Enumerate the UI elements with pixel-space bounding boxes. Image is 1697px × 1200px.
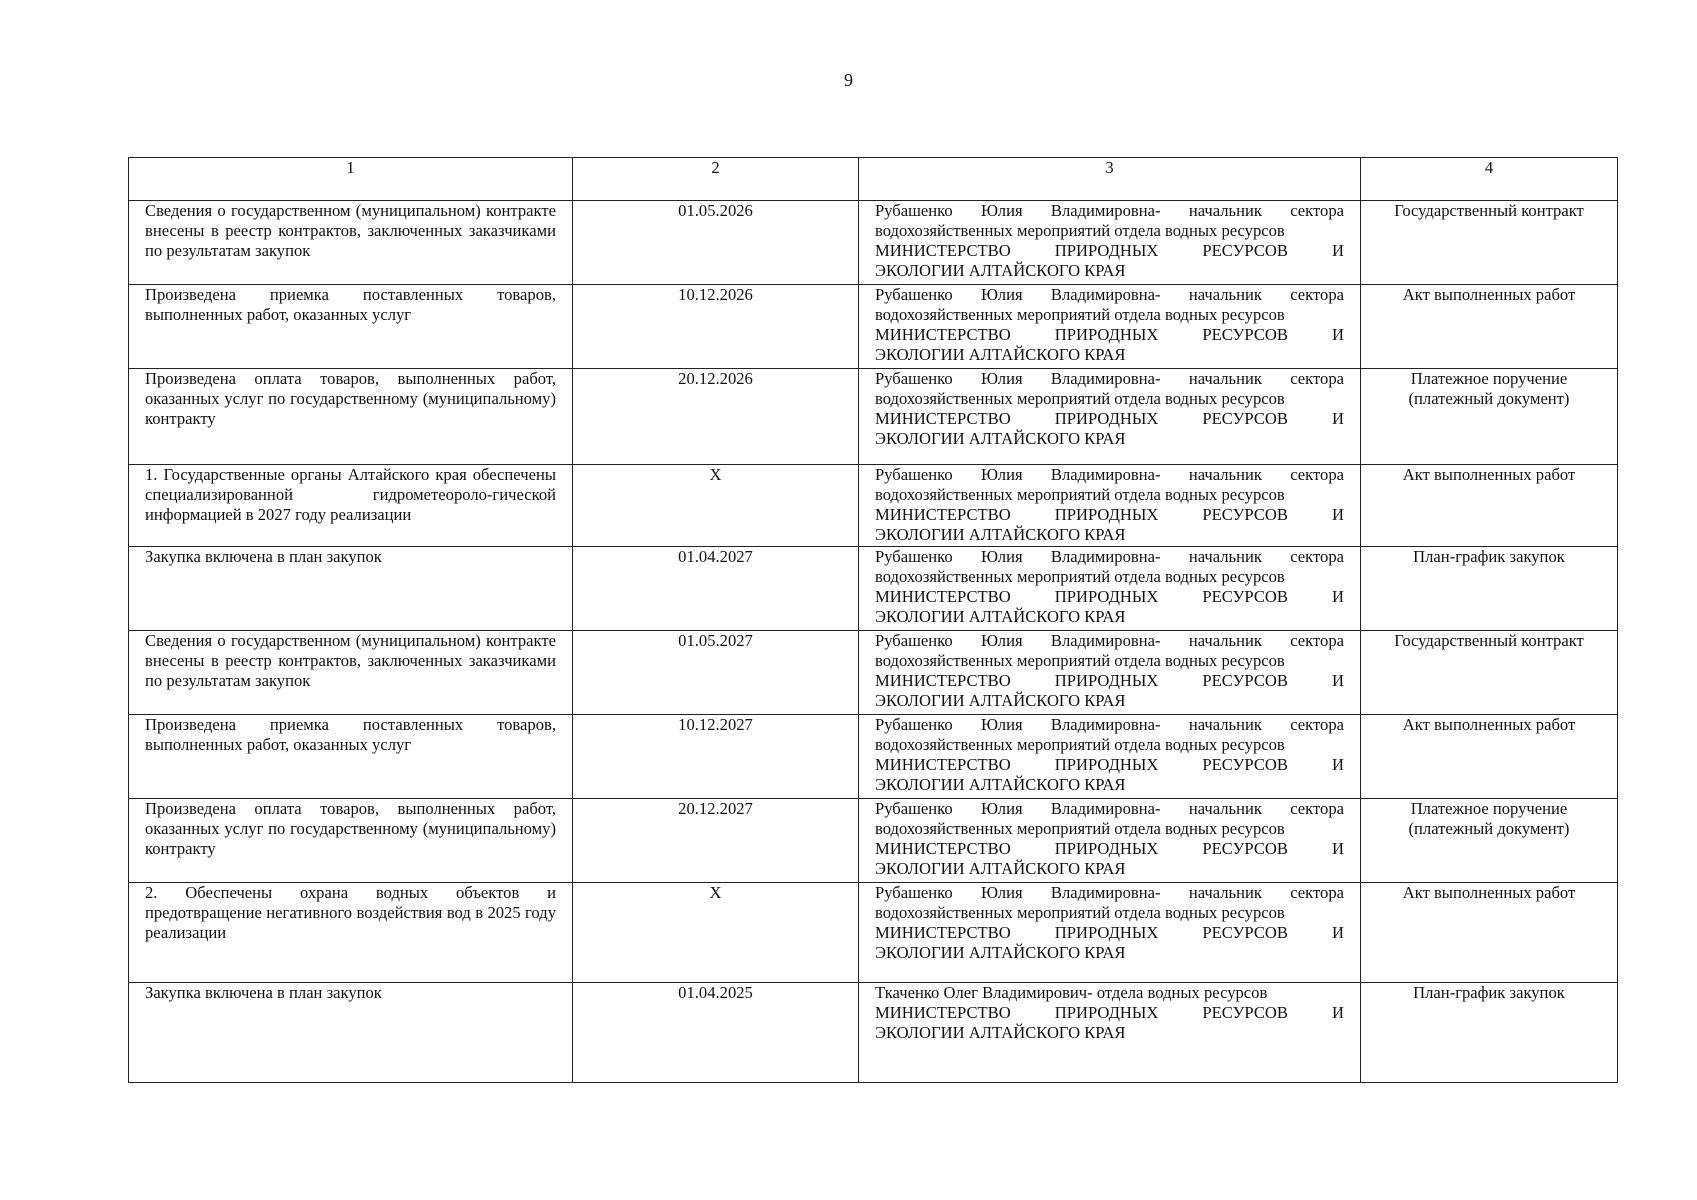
table-row — [129, 983, 1618, 1083]
date-cell: 01.04.2027 — [573, 547, 859, 631]
document-cell: Платежное поручение (платежный документ) — [1361, 369, 1618, 465]
page-number: 9 — [844, 70, 853, 90]
responsible-dept-line: водохозяйственных мероприятий отдела водных ресурсов — [875, 903, 1285, 922]
document-cell: Государственный контракт — [1361, 631, 1618, 715]
table-row — [129, 369, 1618, 465]
responsible-name-line: Ткаченко Олег Владимирович- отдела водных ресурсов — [875, 983, 1268, 1002]
table-row — [129, 631, 1618, 715]
responsible-cell — [859, 799, 1361, 883]
header-cell-1: 1 — [129, 158, 573, 201]
table-row — [129, 201, 1618, 285]
event-cell: Закупка включена в план закупок — [129, 547, 573, 631]
header-cell-4: 4 — [1361, 158, 1618, 201]
responsible-name-line: Рубашенко Юлия Владимировна- начальник сектора — [875, 465, 1344, 484]
event-cell: Закупка включена в план закупок — [129, 983, 573, 1083]
responsible-dept-line: водохозяйственных мероприятий отдела водных ресурсов — [875, 389, 1285, 408]
header-cell-3: 3 — [859, 158, 1361, 201]
event-cell: 2. Обеспечены охрана водных объектов и предотвращение негативного воздействия вод в 2025 году реализации — [129, 883, 573, 983]
responsible-cell — [859, 715, 1361, 799]
ministry-line-2: ЭКОЛОГИИ АЛТАЙСКОГО КРАЯ — [875, 775, 1126, 794]
responsible-cell — [859, 369, 1361, 465]
event-cell: Произведена приемка поставленных товаров, выполненных работ, оказанных услуг — [129, 285, 573, 369]
table-header-row — [129, 158, 1618, 201]
responsible-name-line: Рубашенко Юлия Владимировна- начальник сектора — [875, 369, 1344, 388]
header-cell-2: 2 — [573, 158, 859, 201]
table-row — [129, 799, 1618, 883]
date-cell: 20.12.2027 — [573, 799, 859, 883]
responsible-name-line: Рубашенко Юлия Владимировна- начальник сектора — [875, 547, 1344, 566]
ministry-line-2: ЭКОЛОГИИ АЛТАЙСКОГО КРАЯ — [875, 261, 1126, 280]
responsible-cell — [859, 547, 1361, 631]
event-cell: Сведения о государственном (муниципальном) контракте внесены в реестр контрактов, заключенных заказчиками по результатам закупок — [129, 201, 573, 285]
ministry-line: МИНИСТЕРСТВО ПРИРОДНЫХ РЕСУРСОВ И — [875, 409, 1344, 428]
responsible-dept-line: водохозяйственных мероприятий отдела водных ресурсов — [875, 651, 1285, 670]
date-cell: Х — [573, 883, 859, 983]
ministry-line-2: ЭКОЛОГИИ АЛТАЙСКОГО КРАЯ — [875, 943, 1126, 962]
ministry-line-2: ЭКОЛОГИИ АЛТАЙСКОГО КРАЯ — [875, 525, 1126, 544]
ministry-line: МИНИСТЕРСТВО ПРИРОДНЫХ РЕСУРСОВ И — [875, 839, 1344, 858]
responsible-cell — [859, 983, 1361, 1083]
date-cell: 01.04.2025 — [573, 983, 859, 1083]
date-cell: 01.05.2027 — [573, 631, 859, 715]
responsible-name-line: Рубашенко Юлия Владимировна- начальник сектора — [875, 285, 1344, 304]
responsible-cell — [859, 465, 1361, 547]
document-cell: Акт выполненных работ — [1361, 285, 1618, 369]
date-cell: 01.05.2026 — [573, 201, 859, 285]
table-row — [129, 285, 1618, 369]
date-cell: 20.12.2026 — [573, 369, 859, 465]
responsible-dept-line: водохозяйственных мероприятий отдела водных ресурсов — [875, 819, 1285, 838]
event-cell: Произведена оплата товаров, выполненных работ, оказанных услуг по государственному (муниципальному) контракту — [129, 369, 573, 465]
ministry-line-2: ЭКОЛОГИИ АЛТАЙСКОГО КРАЯ — [875, 345, 1126, 364]
document-cell: Акт выполненных работ — [1361, 465, 1618, 547]
plan-table — [128, 157, 1618, 1083]
event-cell: Произведена оплата товаров, выполненных работ, оказанных услуг по государственному (муниципальному) контракту — [129, 799, 573, 883]
responsible-name-line: Рубашенко Юлия Владимировна- начальник сектора — [875, 631, 1344, 650]
event-cell: 1. Государственные органы Алтайского края обеспечены специализированной гидрометеороло-гической информацией в 2027 году реализации — [129, 465, 573, 547]
document-cell: Акт выполненных работ — [1361, 715, 1618, 799]
ministry-line: МИНИСТЕРСТВО ПРИРОДНЫХ РЕСУРСОВ И — [875, 241, 1344, 260]
responsible-cell — [859, 201, 1361, 285]
table-row — [129, 465, 1618, 547]
responsible-name-line: Рубашенко Юлия Владимировна- начальник сектора — [875, 715, 1344, 734]
ministry-line-2: ЭКОЛОГИИ АЛТАЙСКОГО КРАЯ — [875, 429, 1126, 448]
responsible-cell — [859, 631, 1361, 715]
date-cell: Х — [573, 465, 859, 547]
table-row — [129, 883, 1618, 983]
ministry-line-2: ЭКОЛОГИИ АЛТАЙСКОГО КРАЯ — [875, 607, 1126, 626]
document-cell: План-график закупок — [1361, 547, 1618, 631]
date-cell: 10.12.2026 — [573, 285, 859, 369]
ministry-line: МИНИСТЕРСТВО ПРИРОДНЫХ РЕСУРСОВ И — [875, 755, 1344, 774]
document-cell: План-график закупок — [1361, 983, 1618, 1083]
responsible-dept-line: водохозяйственных мероприятий отдела водных ресурсов — [875, 485, 1285, 504]
responsible-dept-line: водохозяйственных мероприятий отдела водных ресурсов — [875, 735, 1285, 754]
table-row — [129, 715, 1618, 799]
responsible-cell — [859, 285, 1361, 369]
ministry-line: МИНИСТЕРСТВО ПРИРОДНЫХ РЕСУРСОВ И — [875, 587, 1344, 606]
ministry-line-2: ЭКОЛОГИИ АЛТАЙСКОГО КРАЯ — [875, 1023, 1126, 1042]
ministry-line-2: ЭКОЛОГИИ АЛТАЙСКОГО КРАЯ — [875, 691, 1126, 710]
responsible-name-line: Рубашенко Юлия Владимировна- начальник сектора — [875, 799, 1344, 818]
responsible-dept-line: водохозяйственных мероприятий отдела водных ресурсов — [875, 567, 1285, 586]
responsible-name-line: Рубашенко Юлия Владимировна- начальник сектора — [875, 883, 1344, 902]
responsible-cell — [859, 883, 1361, 983]
event-cell: Произведена приемка поставленных товаров, выполненных работ, оказанных услуг — [129, 715, 573, 799]
ministry-line: МИНИСТЕРСТВО ПРИРОДНЫХ РЕСУРСОВ И — [875, 1003, 1344, 1022]
responsible-dept-line: водохозяйственных мероприятий отдела водных ресурсов — [875, 305, 1285, 324]
date-cell: 10.12.2027 — [573, 715, 859, 799]
ministry-line-2: ЭКОЛОГИИ АЛТАЙСКОГО КРАЯ — [875, 859, 1126, 878]
ministry-line: МИНИСТЕРСТВО ПРИРОДНЫХ РЕСУРСОВ И — [875, 923, 1344, 942]
responsible-name-line: Рубашенко Юлия Владимировна- начальник сектора — [875, 201, 1344, 220]
ministry-line: МИНИСТЕРСТВО ПРИРОДНЫХ РЕСУРСОВ И — [875, 505, 1344, 524]
document-cell: Государственный контракт — [1361, 201, 1618, 285]
event-cell: Сведения о государственном (муниципальном) контракте внесены в реестр контрактов, заключенных заказчиками по результатам закупок — [129, 631, 573, 715]
document-cell: Акт выполненных работ — [1361, 883, 1618, 983]
table-row — [129, 547, 1618, 631]
ministry-line: МИНИСТЕРСТВО ПРИРОДНЫХ РЕСУРСОВ И — [875, 325, 1344, 344]
ministry-line: МИНИСТЕРСТВО ПРИРОДНЫХ РЕСУРСОВ И — [875, 671, 1344, 690]
document-cell: Платежное поручение (платежный документ) — [1361, 799, 1618, 883]
responsible-dept-line: водохозяйственных мероприятий отдела водных ресурсов — [875, 221, 1285, 240]
